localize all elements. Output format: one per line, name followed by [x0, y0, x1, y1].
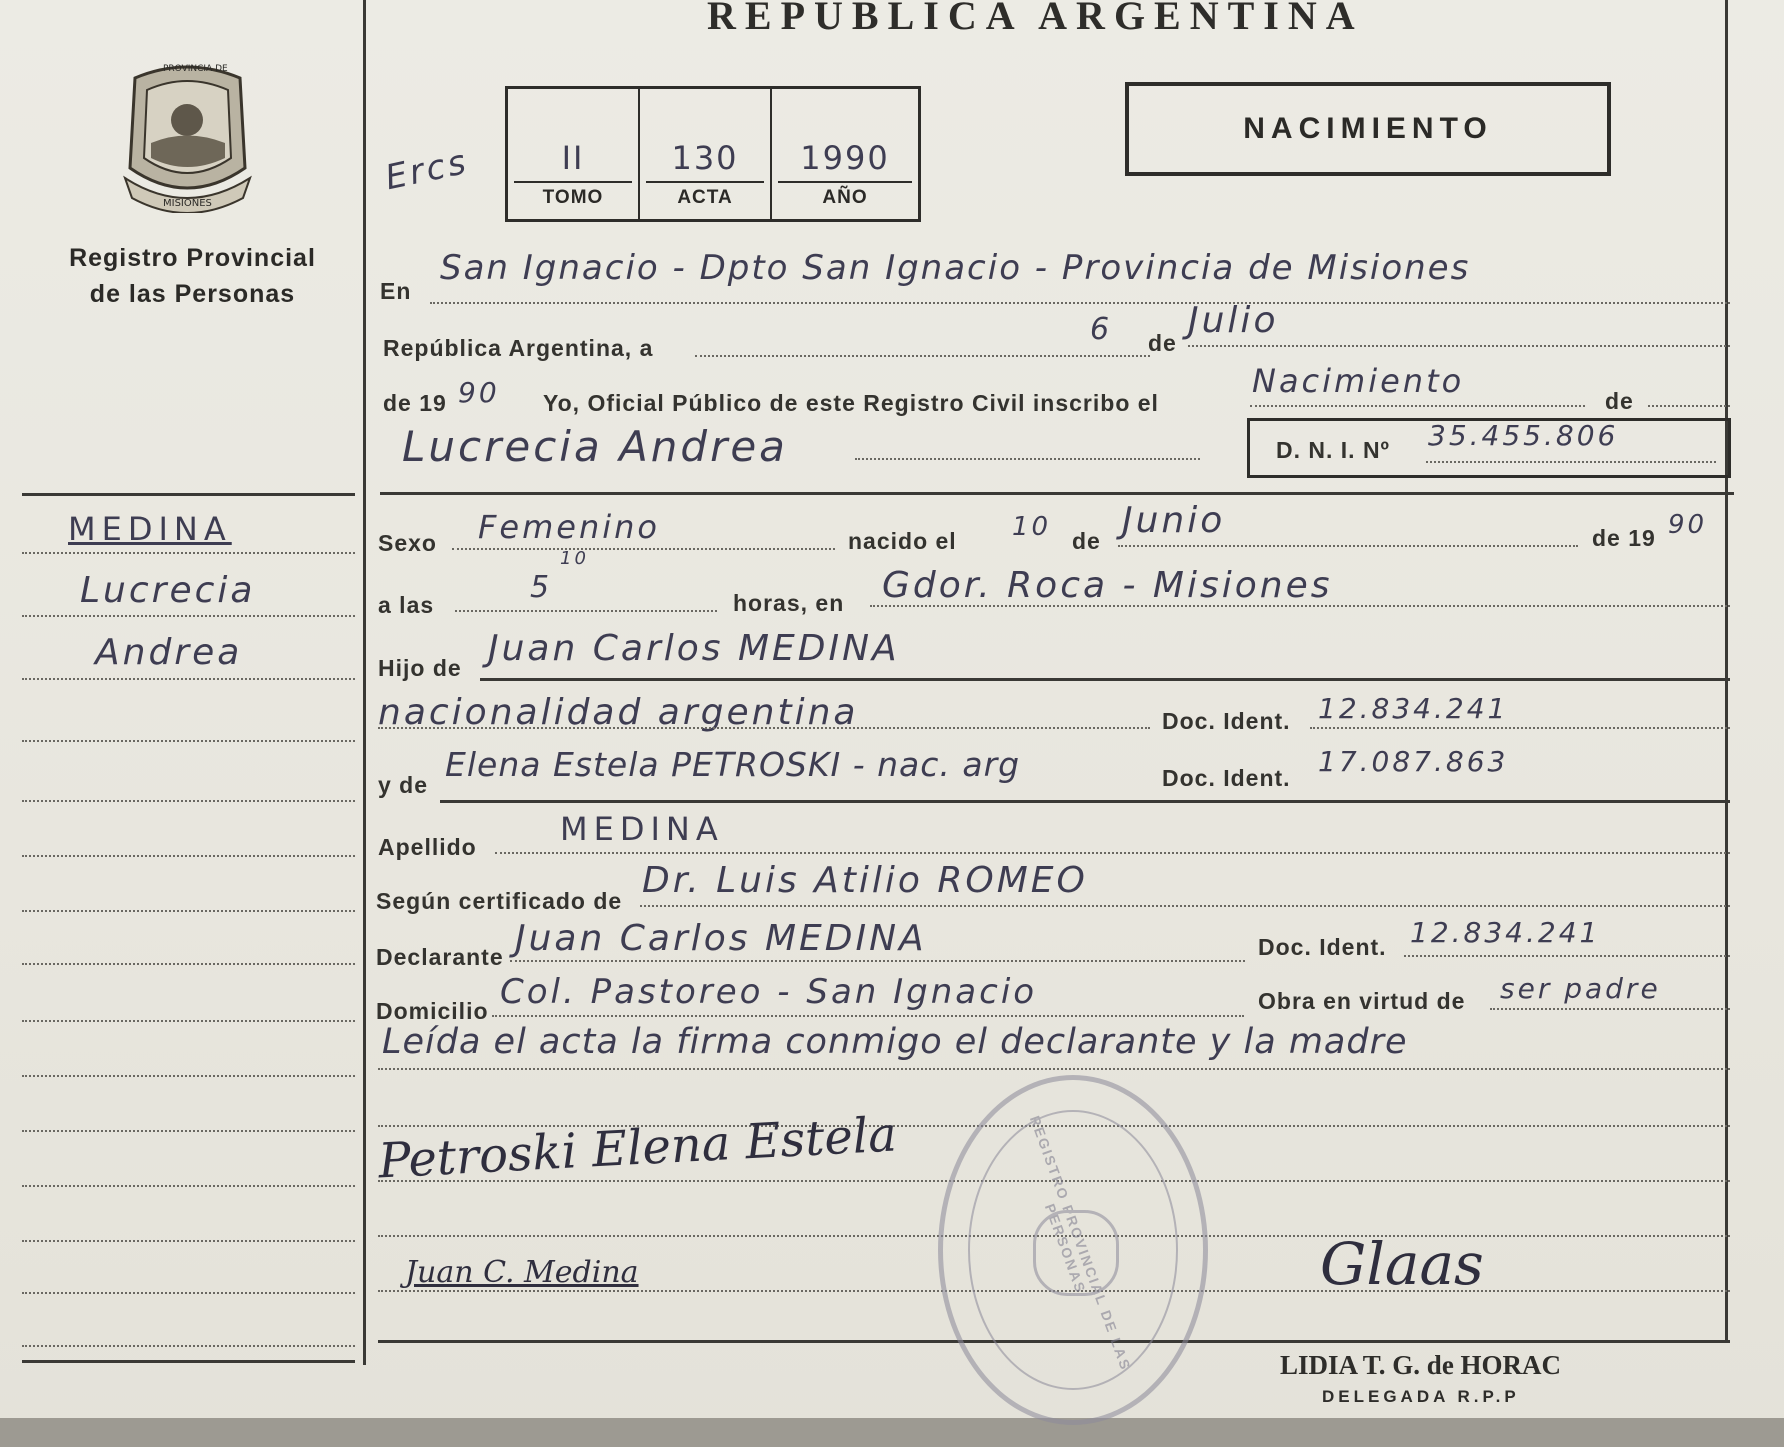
- ano-value: 1990: [800, 139, 890, 177]
- label-domicilio: Domicilio: [376, 998, 489, 1024]
- value-declarante: Juan Carlos MEDINA: [515, 918, 927, 959]
- label-sexo: Sexo: [378, 530, 437, 556]
- tomo-value: II: [561, 139, 585, 177]
- official-stamp: [938, 1075, 1208, 1425]
- value-act-word: Nacimiento: [1252, 362, 1465, 400]
- label-apellido: Apellido: [378, 834, 477, 860]
- margin-scribble: Ercs: [381, 141, 473, 199]
- label-alas: a las: [378, 592, 435, 618]
- value-birth-day: 10: [1012, 512, 1052, 542]
- value-father-doc: 12.834.241: [1318, 692, 1509, 725]
- value-birth-place: Gdor. Roca - Misiones: [882, 565, 1333, 606]
- label-nacido: nacido el: [848, 528, 957, 554]
- value-father-nationality: nacionalidad argentina: [378, 692, 859, 733]
- value-dni: 35.455.806: [1428, 419, 1619, 452]
- tomo-cell: [508, 89, 640, 219]
- acta-value: 130: [671, 139, 739, 177]
- country-title: REPUBLICA ARGENTINA: [707, 0, 1364, 38]
- value-sexo: Femenino: [478, 508, 660, 546]
- father-signature: Juan C. Medina: [405, 1255, 639, 1290]
- label-birth-19: de 19: [1592, 525, 1656, 551]
- value-mother-doc: 17.087.863: [1318, 745, 1509, 778]
- label-de-19: de 19: [383, 390, 447, 416]
- value-birth-month: Junio: [1122, 500, 1226, 541]
- left-given-name-2: Andrea: [95, 632, 243, 673]
- left-surname: MEDINA: [68, 510, 232, 548]
- value-month: Julio: [1188, 300, 1279, 341]
- value-minutes: 10: [560, 548, 589, 569]
- ano-label: AÑO: [822, 187, 868, 208]
- label-de-child: de: [1605, 388, 1634, 414]
- value-place: San Ignacio - Dpto San Ignacio - Provincia de Misiones: [440, 248, 1471, 288]
- value-birth-year-suffix: 90: [1668, 510, 1708, 540]
- emblem-text-bottom: MISIONES: [163, 198, 212, 209]
- value-domicilio: Col. Pastoreo - San Ignacio: [500, 972, 1038, 1012]
- officer-name: LIDIA T. G. de HORAC: [1280, 1350, 1562, 1380]
- value-certificate-by: Dr. Luis Atilio ROMEO: [642, 860, 1088, 901]
- registry-line1: Registro Provincial: [69, 244, 316, 272]
- column-divider: [363, 0, 366, 1365]
- emblem-text-top: PROVINCIA DE: [163, 64, 228, 74]
- stamp-emblem: [1033, 1210, 1119, 1296]
- label-segun: Según certificado de: [376, 888, 623, 914]
- value-obra: ser padre: [1500, 972, 1661, 1005]
- label-horas: horas, en: [733, 590, 845, 616]
- value-father: Juan Carlos MEDINA: [488, 628, 900, 669]
- acta-label: ACTA: [677, 187, 733, 208]
- registry-name: [60, 240, 325, 312]
- value-year-suffix: 90: [458, 376, 500, 409]
- officer-signature: Glaas: [1320, 1230, 1484, 1298]
- mother-signature: Petroski Elena Estela: [376, 1106, 899, 1190]
- label-obra: Obra en virtud de: [1258, 988, 1466, 1014]
- acta-cell: [640, 89, 772, 219]
- provincia-emblem: [115, 58, 260, 213]
- label-dni: D. N. I. Nº: [1276, 437, 1390, 463]
- label-father-doc: Doc. Ident.: [1162, 708, 1291, 734]
- value-child-name: Lucrecia Andrea: [402, 422, 788, 471]
- registry-line2: de las Personas: [89, 280, 296, 308]
- label-en: En: [380, 278, 412, 304]
- label-birth-de: de: [1072, 528, 1101, 554]
- value-day: 6: [1090, 312, 1113, 347]
- tomo-label: TOMO: [542, 187, 604, 208]
- page-edge: [0, 1418, 1784, 1447]
- label-declarante-doc: Doc. Ident.: [1258, 934, 1387, 960]
- value-mother: Elena Estela PETROSKI - nac. arg: [445, 745, 1021, 784]
- dni-box: [1247, 418, 1731, 478]
- label-yde: y de: [378, 772, 429, 798]
- right-border: [1725, 0, 1728, 1340]
- stamp-text: REGISTRO PROVINCIAL DE LAS PERSONAS: [1026, 1113, 1135, 1374]
- ano-cell: [772, 89, 918, 219]
- label-officer: Yo, Oficial Público de este Registro Civil inscribo el: [543, 390, 1159, 416]
- value-reading-note: Leída el acta la firma conmigo el declarante y la madre: [382, 1022, 1408, 1062]
- label-republica: República Argentina, a: [383, 335, 654, 361]
- value-hour: 5: [530, 570, 553, 605]
- label-hijo: Hijo de: [378, 655, 462, 681]
- label-mother-doc: Doc. Ident.: [1162, 765, 1291, 791]
- act-reference-box: [505, 86, 921, 222]
- label-declarante: Declarante: [376, 944, 504, 970]
- officer-title: DELEGADA R.P.P: [1322, 1387, 1520, 1406]
- act-type-box: NACIMIENTO: [1125, 82, 1611, 176]
- label-de-month: de: [1148, 330, 1177, 356]
- value-declarante-doc: 12.834.241: [1410, 916, 1601, 949]
- value-apellido: MEDINA: [560, 810, 724, 848]
- left-given-name-1: Lucrecia: [80, 570, 256, 611]
